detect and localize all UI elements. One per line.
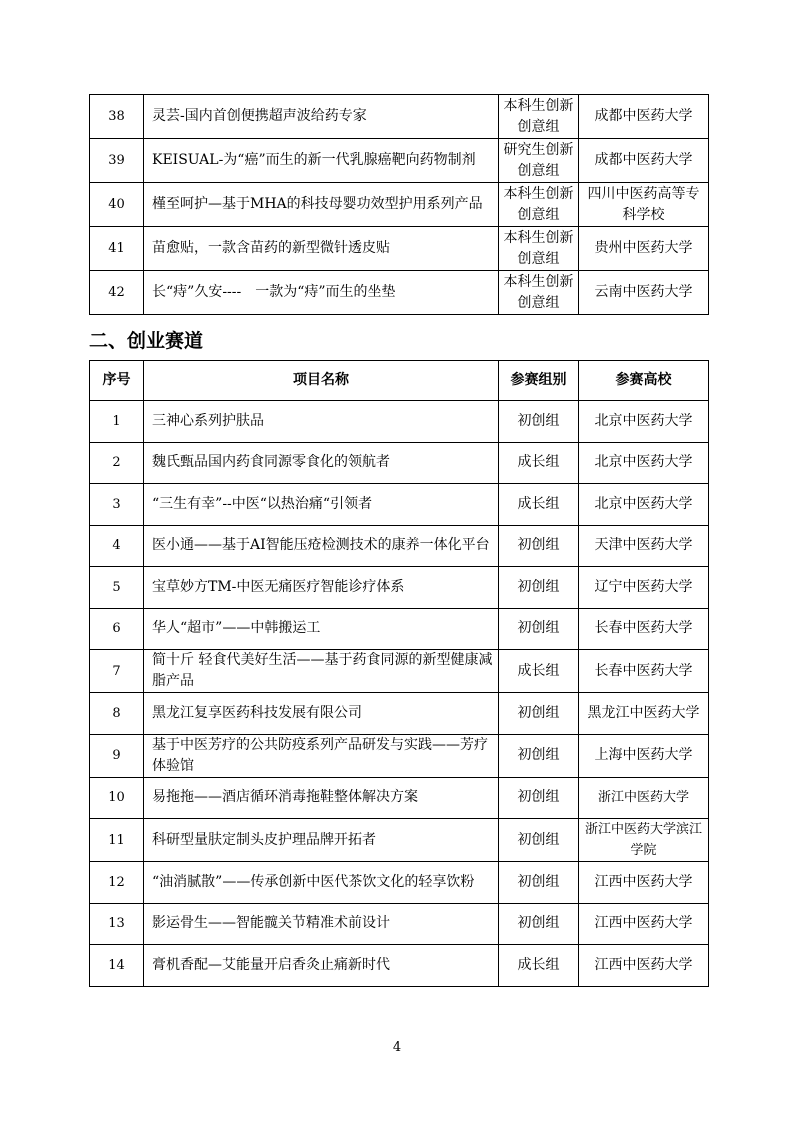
group: 本科生创新创意组 bbox=[499, 271, 579, 315]
row-number: 5 bbox=[90, 567, 144, 609]
section-title: 二、创业赛道 bbox=[89, 330, 204, 352]
row-number: 38 bbox=[90, 95, 144, 139]
table-row bbox=[90, 484, 709, 526]
row-number: 7 bbox=[90, 650, 144, 693]
table-row bbox=[90, 139, 709, 183]
row-number: 14 bbox=[90, 945, 144, 987]
table-continued bbox=[89, 94, 709, 315]
group: 初创组 bbox=[499, 862, 579, 904]
school: 成都中医药大学 bbox=[579, 139, 709, 183]
project-name: 苗愈贴，一款含苗药的新型微针透皮贴 bbox=[144, 227, 499, 271]
row-number: 39 bbox=[90, 139, 144, 183]
group: 初创组 bbox=[499, 777, 579, 819]
school: 北京中医药大学 bbox=[579, 484, 709, 526]
table-row bbox=[90, 777, 709, 819]
project-name: 基于中医芳疗的公共防疫系列产品研发与实践——芳疗体验馆 bbox=[144, 734, 499, 777]
header-number: 序号 bbox=[90, 361, 144, 401]
table-row bbox=[90, 734, 709, 777]
project-name: 三神心系列护肤品 bbox=[144, 401, 499, 443]
table-row bbox=[90, 183, 709, 227]
table-row bbox=[90, 95, 709, 139]
school: 江西中医药大学 bbox=[579, 945, 709, 987]
project-name: “三生有幸”--中医“以热治痛“引领者 bbox=[144, 484, 499, 526]
school: 浙江中医药大学滨江学院 bbox=[579, 819, 709, 862]
project-name: KEISUAL-为“癌”而生的新一代乳腺癌靶向药物制剂 bbox=[144, 139, 499, 183]
table-row bbox=[90, 903, 709, 945]
table-row bbox=[90, 945, 709, 987]
table-row bbox=[90, 608, 709, 650]
project-name: 华人“超市”——中韩搬运工 bbox=[144, 608, 499, 650]
project-name: 长“痔”久安---- 一款为“痔”而生的坐垫 bbox=[144, 271, 499, 315]
row-number: 2 bbox=[90, 442, 144, 484]
table-row bbox=[90, 862, 709, 904]
group: 初创组 bbox=[499, 734, 579, 777]
group: 成长组 bbox=[499, 442, 579, 484]
group: 成长组 bbox=[499, 650, 579, 693]
school: 浙江中医药大学 bbox=[579, 777, 709, 819]
project-name: 槿至呵护—基于MHA的科技母婴功效型护用系列产品 bbox=[144, 183, 499, 227]
group: 初创组 bbox=[499, 819, 579, 862]
school: 长春中医药大学 bbox=[579, 608, 709, 650]
table-row bbox=[90, 650, 709, 693]
school: 四川中医药高等专科学校 bbox=[579, 183, 709, 227]
header-group: 参赛组别 bbox=[499, 361, 579, 401]
project-name: 科研型量肤定制头皮护理品牌开拓者 bbox=[144, 819, 499, 862]
group: 初创组 bbox=[499, 903, 579, 945]
row-number: 40 bbox=[90, 183, 144, 227]
project-name: 易拖拖——酒店循环消毒拖鞋整体解决方案 bbox=[144, 777, 499, 819]
group: 本科生创新创意组 bbox=[499, 183, 579, 227]
project-name: 宝草妙方TM-中医无痛医疗智能诊疗体系 bbox=[144, 567, 499, 609]
row-number: 8 bbox=[90, 693, 144, 735]
row-number: 41 bbox=[90, 227, 144, 271]
table-header-row bbox=[90, 361, 709, 401]
table-row bbox=[90, 442, 709, 484]
row-number: 13 bbox=[90, 903, 144, 945]
project-name: 医小通——基于AI智能压疮检测技术的康养一体化平台 bbox=[144, 525, 499, 567]
table-row bbox=[90, 819, 709, 862]
row-number: 42 bbox=[90, 271, 144, 315]
row-number: 11 bbox=[90, 819, 144, 862]
school: 上海中医药大学 bbox=[579, 734, 709, 777]
row-number: 6 bbox=[90, 608, 144, 650]
project-name: 魏氏甄品国内药食同源零食化的领航者 bbox=[144, 442, 499, 484]
school: 北京中医药大学 bbox=[579, 401, 709, 443]
group: 初创组 bbox=[499, 608, 579, 650]
row-number: 10 bbox=[90, 777, 144, 819]
school: 黑龙江中医药大学 bbox=[579, 693, 709, 735]
project-name: 灵芸-国内首创便携超声波给药专家 bbox=[144, 95, 499, 139]
school: 长春中医药大学 bbox=[579, 650, 709, 693]
table-row bbox=[90, 401, 709, 443]
school: 贵州中医药大学 bbox=[579, 227, 709, 271]
school: 江西中医药大学 bbox=[579, 903, 709, 945]
table-row bbox=[90, 525, 709, 567]
group: 初创组 bbox=[499, 401, 579, 443]
table-row bbox=[90, 271, 709, 315]
group: 初创组 bbox=[499, 693, 579, 735]
row-number: 12 bbox=[90, 862, 144, 904]
header-school: 参赛高校 bbox=[579, 361, 709, 401]
group: 研究生创新创意组 bbox=[499, 139, 579, 183]
school: 北京中医药大学 bbox=[579, 442, 709, 484]
row-number: 3 bbox=[90, 484, 144, 526]
table-row bbox=[90, 227, 709, 271]
project-name: 影运骨生——智能髋关节精准术前设计 bbox=[144, 903, 499, 945]
school: 江西中医药大学 bbox=[579, 862, 709, 904]
project-name: “油消腻散”——传承创新中医代茶饮文化的轻享饮粉 bbox=[144, 862, 499, 904]
group: 本科生创新创意组 bbox=[499, 95, 579, 139]
school: 天津中医药大学 bbox=[579, 525, 709, 567]
school: 成都中医药大学 bbox=[579, 95, 709, 139]
school: 辽宁中医药大学 bbox=[579, 567, 709, 609]
table-row bbox=[90, 693, 709, 735]
project-name: 简十斤 轻食代美好生活——基于药食同源的新型健康减脂产品 bbox=[144, 650, 499, 693]
school: 云南中医药大学 bbox=[579, 271, 709, 315]
table-row bbox=[90, 567, 709, 609]
group: 本科生创新创意组 bbox=[499, 227, 579, 271]
row-number: 1 bbox=[90, 401, 144, 443]
group: 成长组 bbox=[499, 945, 579, 987]
entrepreneurship-table bbox=[89, 360, 709, 987]
group: 成长组 bbox=[499, 484, 579, 526]
project-name: 黑龙江复享医药科技发展有限公司 bbox=[144, 693, 499, 735]
page-number: 4 bbox=[392, 1040, 402, 1055]
header-project-name: 项目名称 bbox=[144, 361, 499, 401]
project-name: 膏机香配—艾能量开启香灸止痛新时代 bbox=[144, 945, 499, 987]
row-number: 4 bbox=[90, 525, 144, 567]
group: 初创组 bbox=[499, 525, 579, 567]
row-number: 9 bbox=[90, 734, 144, 777]
group: 初创组 bbox=[499, 567, 579, 609]
